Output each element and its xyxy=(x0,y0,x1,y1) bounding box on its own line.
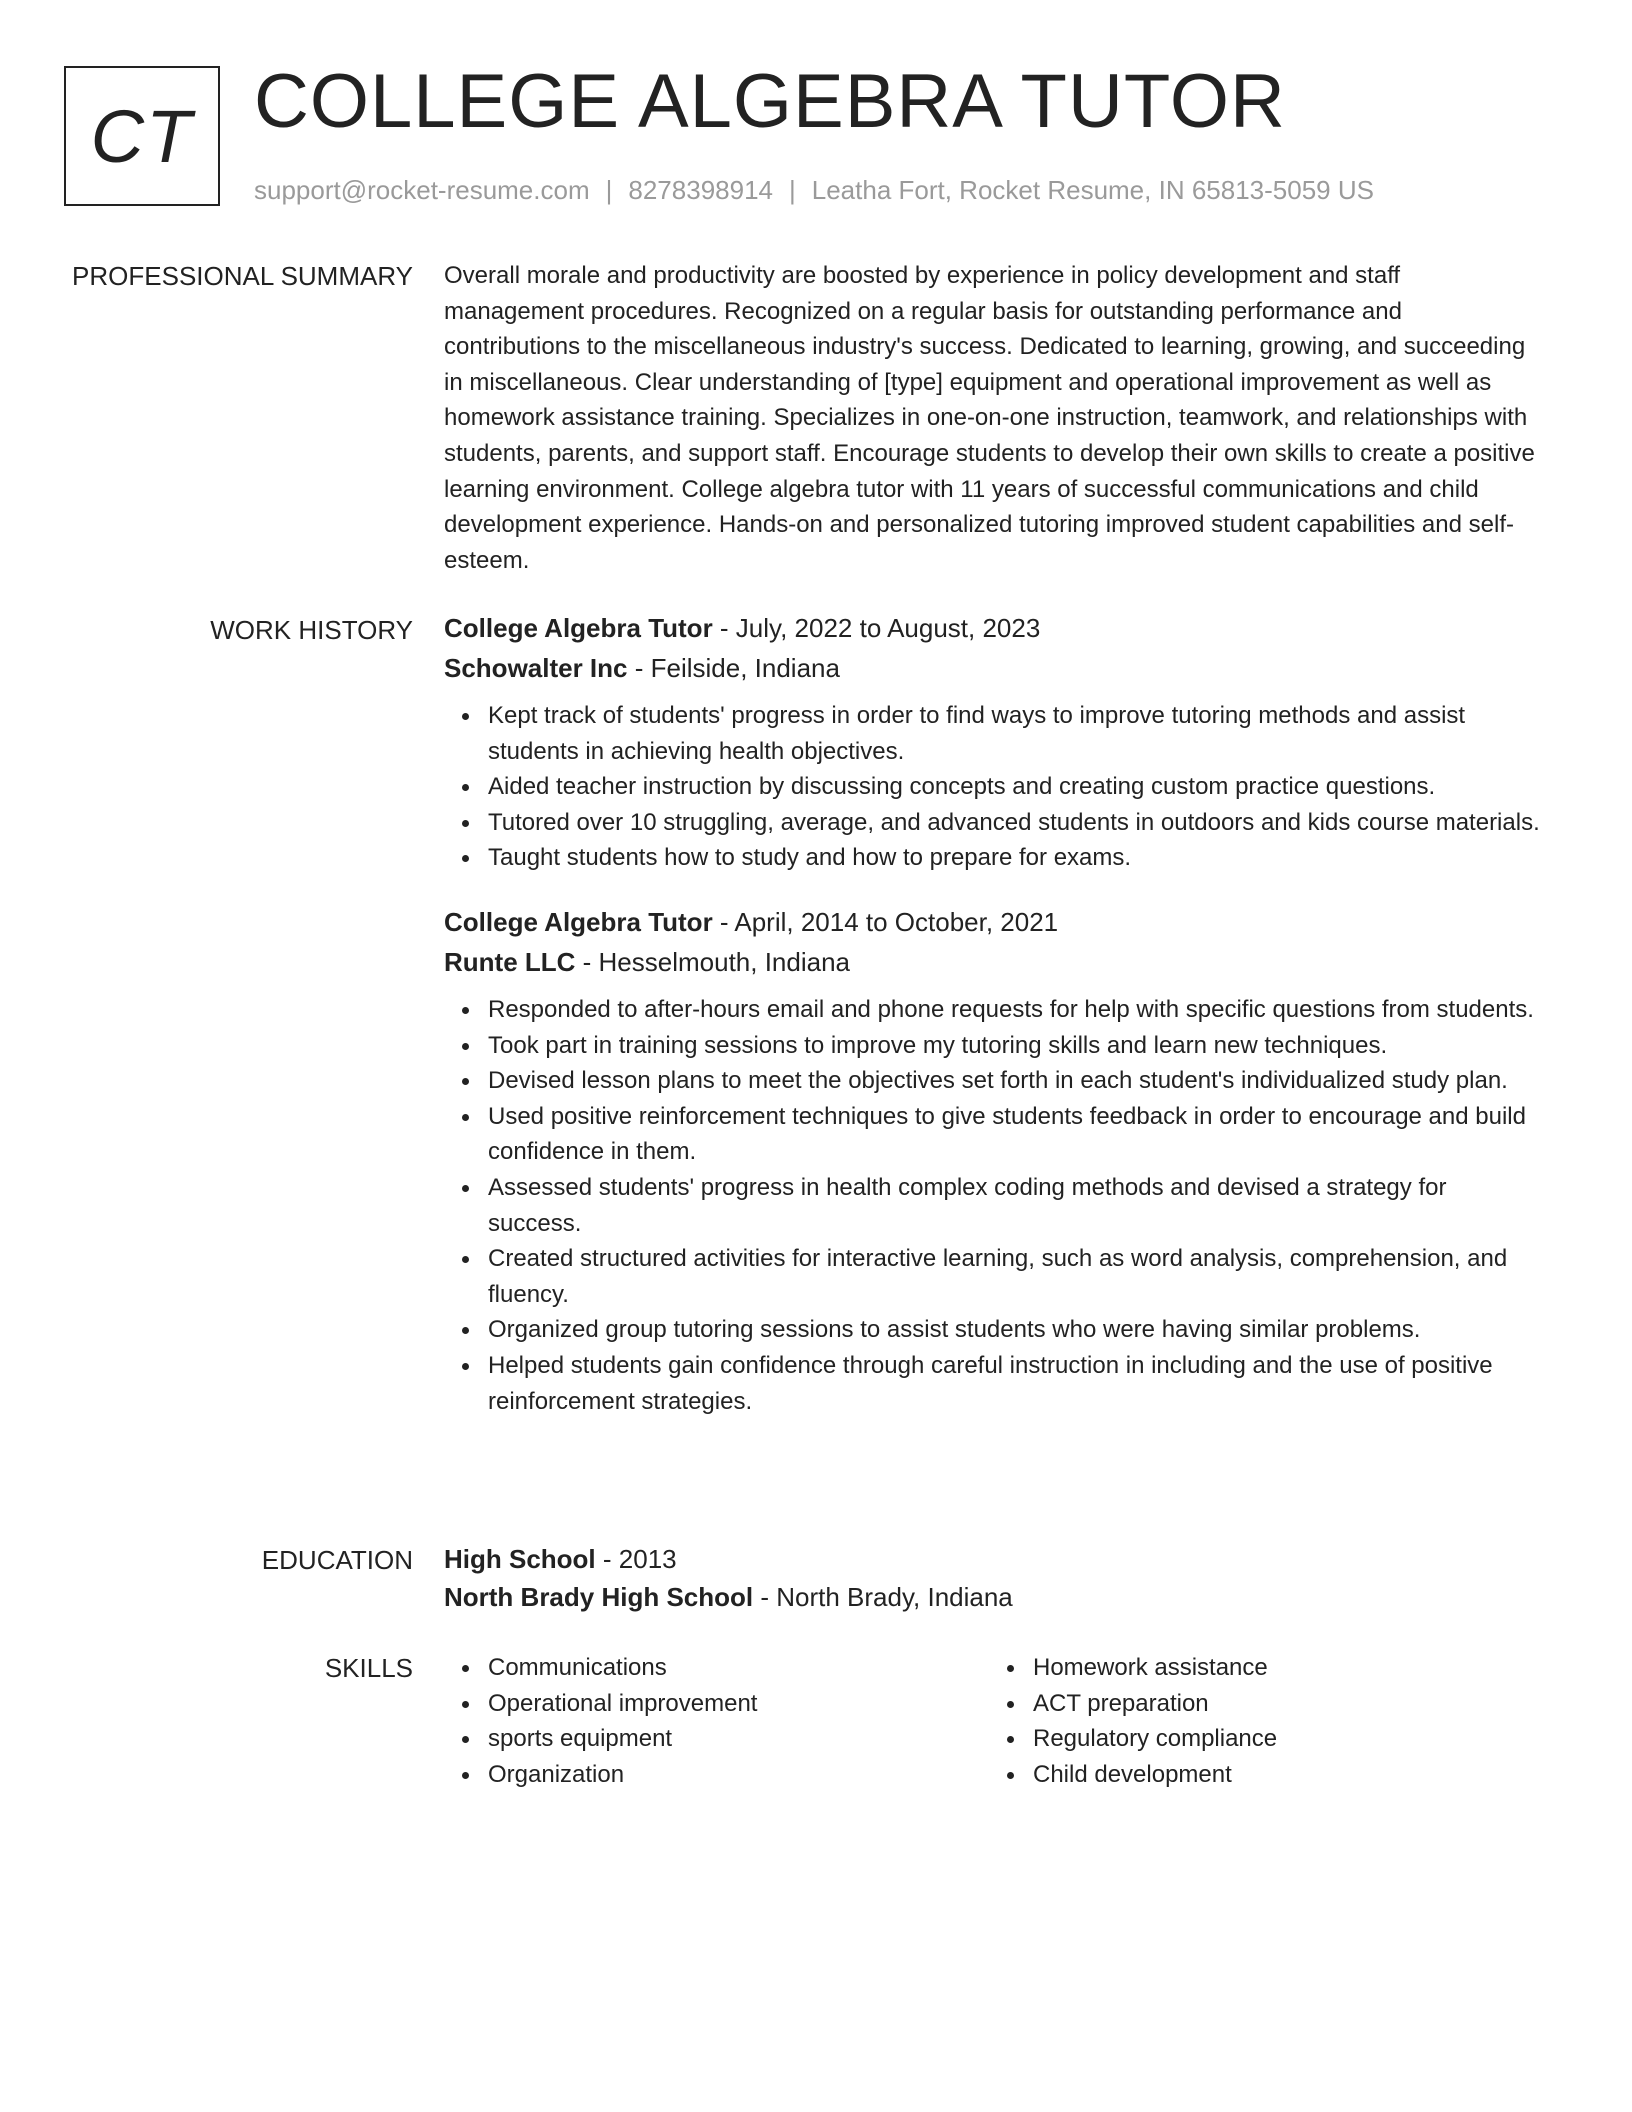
skill-item: Operational improvement xyxy=(488,1686,989,1722)
skill-item: Homework assistance xyxy=(1033,1650,1534,1686)
section-label-education: EDUCATION xyxy=(261,1545,413,1575)
page-title: COLLEGE ALGEBRA TUTOR xyxy=(254,59,1286,144)
list-item: Tutored over 10 struggling, average, and advanced students in outdoors and kids course materials. xyxy=(488,805,1544,841)
list-item: Responded to after-hours email and phone requests for help with specific questions from students. xyxy=(488,992,1544,1028)
monogram: CT xyxy=(64,66,220,206)
skills-list xyxy=(989,1650,1534,1792)
graduation-year: - 2013 xyxy=(595,1544,677,1574)
job-entry xyxy=(444,902,1544,1419)
list-item: Assessed students' progress in health complex coding methods and devised a strategy for success. xyxy=(488,1170,1544,1241)
skills-column-right xyxy=(989,1650,1534,1792)
list-item: Taught students how to study and how to prepare for exams. xyxy=(488,840,1544,876)
degree-line xyxy=(444,1540,1544,1578)
skill-item: sports equipment xyxy=(488,1721,989,1757)
job-location: - Feilside, Indiana xyxy=(627,653,840,683)
list-item: Took part in training sessions to improve my tutoring skills and learn new techniques. xyxy=(488,1028,1544,1064)
skills-column-left xyxy=(444,1650,989,1792)
school-name: North Brady High School xyxy=(444,1582,754,1612)
phone-number: 8278398914 xyxy=(628,175,773,205)
separator: | xyxy=(789,175,796,205)
job-title: College Algebra Tutor xyxy=(444,613,713,643)
section-label-summary: PROFESSIONAL SUMMARY xyxy=(72,261,413,291)
school-line xyxy=(444,1578,1544,1616)
separator: | xyxy=(605,175,613,205)
list-item: Aided teacher instruction by discussing concepts and creating custom practice questions. xyxy=(488,769,1544,805)
section-label-work-history: WORK HISTORY xyxy=(210,615,413,645)
skill-item: Communications xyxy=(488,1650,989,1686)
job-dates: - April, 2014 to October, 2021 xyxy=(712,906,1059,937)
skills-list xyxy=(444,1650,989,1792)
job-title-line xyxy=(444,608,1544,648)
job-location: - Hesselmouth, Indiana xyxy=(575,946,851,977)
work-history-content xyxy=(444,608,1544,1419)
summary-text: Overall morale and productivity are boosted by experience in policy development and staff management procedures. Recognized on a regular basis for outstanding performance and contributions to the miscellaneous industry's success. Dedicated to learning, growing, and succeeding in miscellaneous. Clear understanding of [type] equipment and operational improvement as well as homework assistance training. Specializes in one-on-one instruction, teamwork, and relationships with students, parents, and support staff. Encourage students to develop their own skills to create a positive learning environment. College algebra tutor with 11 years of successful communications and child development experience. Hands-on and personalized tutoring improved student capabilities and self-esteem. xyxy=(444,262,1535,574)
skill-item: Child development xyxy=(1033,1757,1534,1793)
list-item: Organized group tutoring sessions to assist students who were having similar problems. xyxy=(488,1312,1544,1348)
job-title-line xyxy=(444,902,1544,942)
job-entry xyxy=(444,608,1544,876)
list-item: Used positive reinforcement techniques to give students feedback in order to encourage and build confidence in them. xyxy=(488,1099,1544,1170)
list-item: Helped students gain confidence through careful instruction in including and the use of positive reinforcement strategies. xyxy=(488,1348,1544,1419)
list-item: Created structured activities for interactive learning, such as word analysis, comprehension, and fluency. xyxy=(488,1241,1544,1312)
skills-content xyxy=(444,1650,1544,1792)
list-item: Devised lesson plans to meet the objectives set forth in each student's individualized study plan. xyxy=(488,1063,1544,1099)
address: Leatha Fort, Rocket Resume, IN 65813-5059 US xyxy=(811,175,1374,205)
job-title: College Algebra Tutor xyxy=(444,906,713,937)
education-content xyxy=(444,1540,1544,1616)
school-location: - North Brady, Indiana xyxy=(753,1582,1013,1612)
skill-item: ACT preparation xyxy=(1033,1686,1534,1722)
list-item: Kept track of students' progress in order to find ways to improve tutoring methods and assist students in achieving health objectives. xyxy=(488,698,1544,769)
job-bullets xyxy=(444,992,1544,1419)
email-link[interactable]: support@rocket-resume.com xyxy=(254,175,590,205)
skill-item: Regulatory compliance xyxy=(1033,1721,1534,1757)
company-name: Runte LLC xyxy=(444,946,576,977)
job-company-line xyxy=(444,648,1544,688)
company-name: Schowalter Inc xyxy=(444,653,628,683)
job-company-line xyxy=(444,942,1544,982)
job-dates: - July, 2022 to August, 2023 xyxy=(712,613,1041,643)
degree: High School xyxy=(444,1544,596,1574)
contact-line xyxy=(254,172,1374,208)
skill-item: Organization xyxy=(488,1757,989,1793)
job-bullets xyxy=(444,698,1544,876)
section-label-skills: SKILLS xyxy=(324,1653,413,1683)
summary-content xyxy=(444,258,1544,578)
